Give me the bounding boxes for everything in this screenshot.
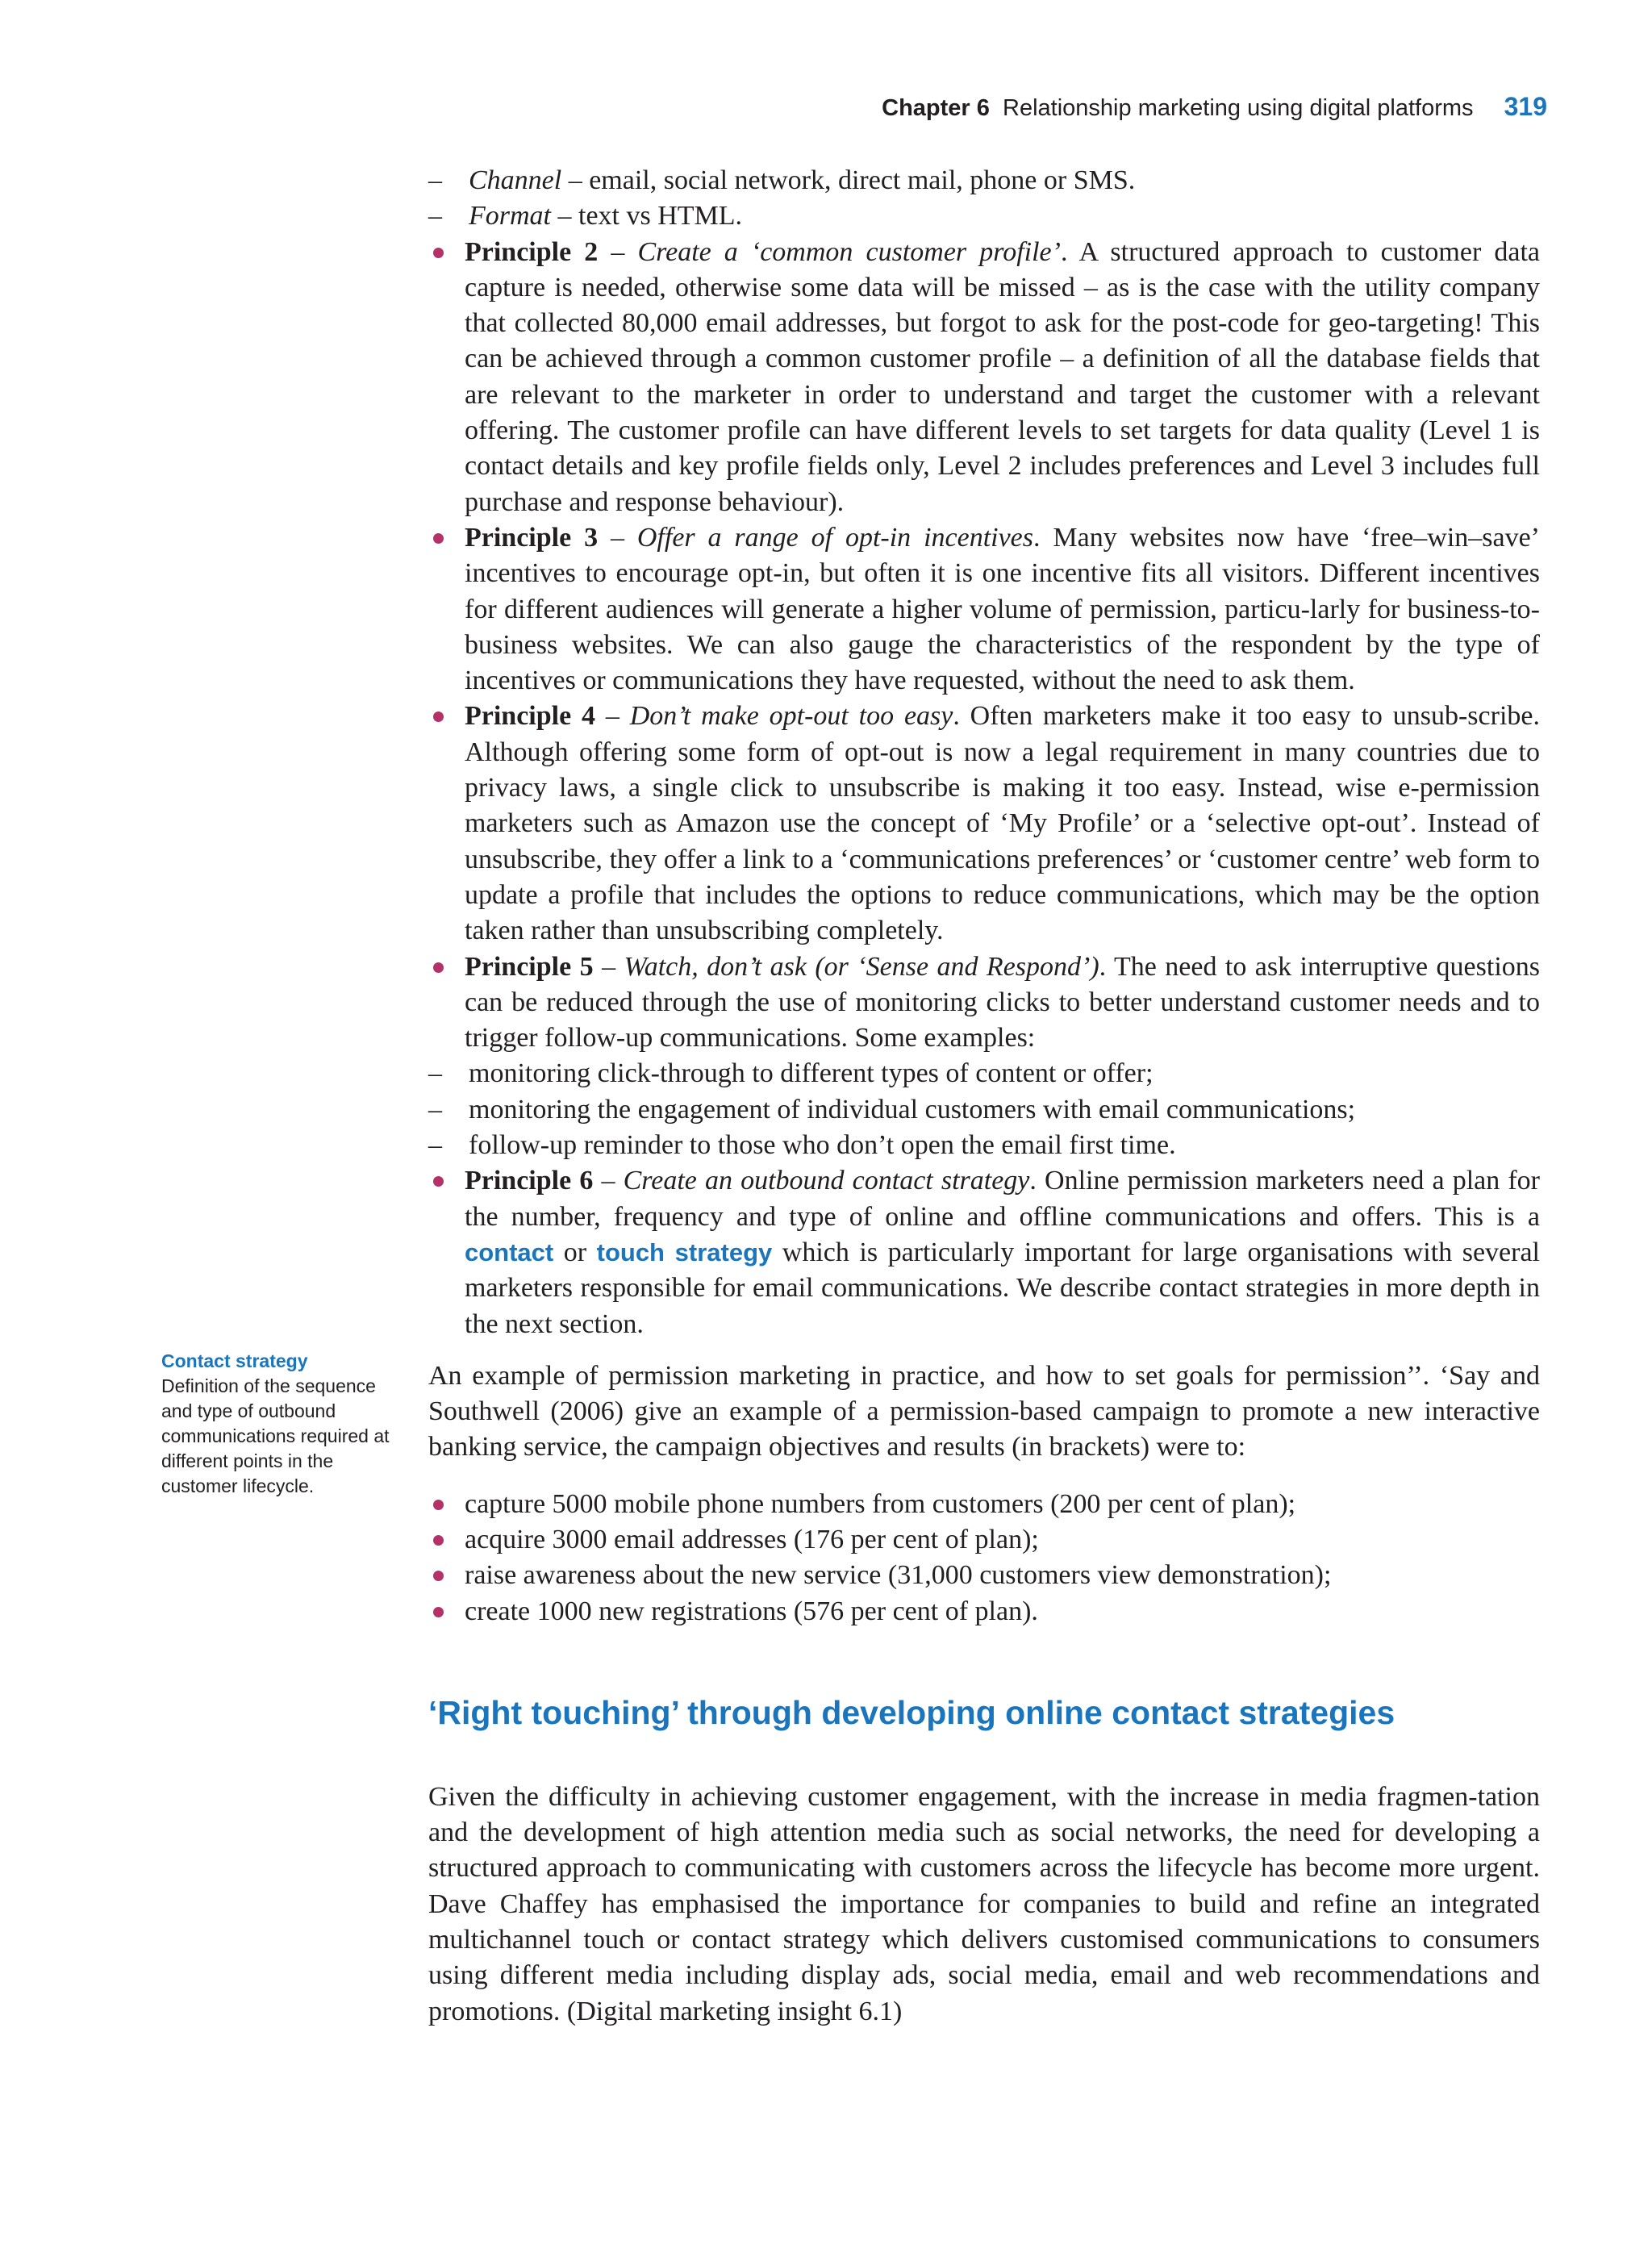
principle-3-label: Principle 3	[465, 522, 599, 553]
principle-6-label: Principle 6	[465, 1166, 594, 1196]
principle-6-text-end: which is particularly important for large organisations with several marketers responsible for email communications. We describe contact strategies in more depth in the next section.	[465, 1237, 1540, 1339]
main-text	[428, 163, 1540, 2030]
chapter-label: Chapter 6	[882, 95, 990, 121]
principle-3	[428, 520, 1540, 699]
separator: –	[598, 236, 638, 267]
chapter-title: Relationship marketing using digital platforms	[1003, 95, 1474, 121]
section-heading: ‘Right touching’ through developing online contact strategies	[428, 1693, 1395, 1731]
principle-2-label: Principle 2	[465, 236, 599, 267]
principle-4-label: Principle 4	[465, 701, 596, 732]
margin-note	[161, 1349, 395, 1499]
format-text: – text vs HTML.	[551, 201, 743, 232]
separator: –	[593, 1166, 624, 1196]
campaign-bullet: acquire 3000 email addresses (176 per cent of plan);	[428, 1522, 1540, 1558]
principle-5-title: Watch, don’t ask (or ‘Sense and Respond’)	[624, 951, 1099, 982]
principle-2-text: . A structured approach to customer data capture is needed, otherwise some data will be missed – as is the case with the utility company that collected 80,000 email addresses, but forgot to ask for the post-code for geo-targeting! This can be achieved through a common customer profile – a definition of all the database fields that are relevant to the marketer in order to understand and target the customer with a relevant offering. The customer profile can have different levels to set targets for data quality (Level 1 is contact details and key profile fields only, Level 2 includes preferences and Level 3 includes full purchase and response behaviour).	[465, 236, 1540, 517]
principle-2	[428, 235, 1540, 520]
principle-5	[428, 949, 1540, 1057]
principle-4-title: Don’t make opt-out too easy	[629, 701, 953, 732]
principle-5-sub-item: – follow-up reminder to those who don’t open the email first time.	[428, 1128, 1540, 1163]
principle-6-text: . Online permission marketers need a plan for the number, frequency and type of online and offline communications and offers. This is a	[465, 1166, 1541, 1232]
principle-4	[428, 699, 1540, 949]
channel-item	[428, 163, 1540, 198]
separator: –	[598, 522, 637, 553]
channel-label: Channel	[469, 165, 562, 195]
format-label: Format	[469, 201, 551, 232]
campaign-bullet: create 1000 new registrations (576 per cent of plan).	[428, 1594, 1540, 1630]
keyword-contact: contact	[465, 1237, 554, 1266]
principle-6-or: or	[553, 1237, 597, 1267]
principle-5-sub-item: – monitoring click-through to different types of content or offer;	[428, 1056, 1540, 1091]
format-item	[428, 198, 1540, 234]
separator: –	[595, 701, 630, 732]
principle-6	[428, 1163, 1540, 1342]
principle-5-sub-item: – monitoring the engagement of individual customers with email communications;	[428, 1092, 1540, 1128]
campaign-bullet: raise awareness about the new service (31,000 customers view demonstration);	[428, 1558, 1540, 1593]
principle-3-text: . Many websites now have ‘free–win–save’ incentives to encourage opt-in, but often it is one incentive fits all visitors. Different incentives for different audiences will generate a higher volume of permission, particu-larly for business-to-business websites. We can also gauge the characteristics of the respondent by the type of incentives or communications they have requested, without the need to ask them.	[465, 522, 1540, 696]
separator: –	[593, 951, 624, 982]
principle-6-title: Create an outbound contact strategy	[623, 1166, 1030, 1196]
principle-5-label: Principle 5	[465, 951, 594, 982]
campaign-bullet: capture 5000 mobile phone numbers from customers (200 per cent of plan);	[428, 1487, 1540, 1522]
principle-4-text: . Often marketers make it too easy to unsub-scribe. Although offering some form of opt-out is now a legal requirement in many countries due to privacy laws, a single click to unsubscribe is making it too easy. Instead, wise e-permission marketers such as Amazon use the concept of ‘My Profile’ or a ‘selective opt-out’. Instead of unsubscribe, they offer a link to a ‘communications preferences’ or ‘customer centre’ web form to update a profile that includes the options to reduce communications, which may be the option taken rather than unsubscribing completely.	[465, 701, 1540, 946]
principle-3-title: Offer a range of opt-in incentives	[636, 522, 1034, 553]
principle-5-text: . The need to ask interruptive questions can be reduced through the use of monitoring clicks to better understand customer needs and to trigger follow-up communications. Some examples:	[465, 951, 1540, 1054]
page-number: 319	[1504, 92, 1547, 121]
margin-note-definition: Definition of the sequence and type of outbound communications required at different points in the customer lifecycle.	[161, 1375, 390, 1496]
keyword-touch-strategy: touch strategy	[596, 1237, 773, 1266]
section-paragraph: Given the difficulty in achieving customer engagement, with the increase in media fragmen-tation and the development of high attention media such as social networks, the need for developing a structured approach to communicating with customers across the lifecycle has become more urgent. Dave Chaffey has emphasised the importance for companies to build and refine an integrated multichannel touch or contact strategy which delivers customised communications to consumers using different media including display ads, social media, email and web recommendations and promotions. (Digital marketing insight 6.1)	[428, 1781, 1540, 2026]
principle-2-title: Create a ‘common customer profile’	[637, 236, 1061, 267]
running-head	[882, 90, 1547, 124]
example-paragraph: An example of permission marketing in practice, and how to set goals for permission’’. ‘Say and Southwell (2006) give an example of a permission-based campaign to promote a new interactive banking service, the campaign objectives and results (in brackets) were to:	[428, 1360, 1540, 1463]
channel-text: – email, social network, direct mail, phone or SMS.	[561, 165, 1136, 195]
margin-note-term: Contact strategy	[161, 1350, 308, 1371]
